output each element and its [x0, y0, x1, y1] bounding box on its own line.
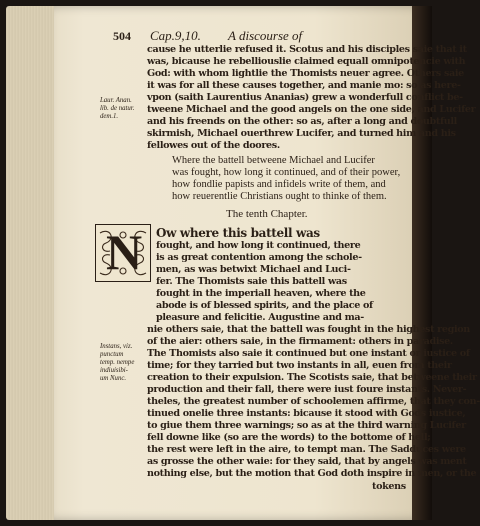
text-line: is as great contention among the schole-: [156, 252, 362, 263]
text-line: tinued onelie three instants: bicause it stood with Gods iustice,: [147, 408, 466, 419]
page-number: 504: [113, 29, 131, 43]
text-line: nothing else, but the motion that God doth inspire in men, or the: [147, 468, 477, 479]
text-line: fought in the imperiall heaven, where the: [156, 288, 366, 299]
text-line: to giue them three warnings; so as at the third warning Lucifer: [147, 420, 466, 431]
text-line: production and their fall, there were iust foure instants. Never-: [147, 384, 467, 395]
text-line: creation to their expulsion. The Scotists saie, that betweene their: [147, 372, 477, 383]
text-line: abode is of blessed spirits, and the place of: [156, 300, 373, 311]
text-line: Ow where this battell was: [156, 226, 320, 240]
margin-note-line: indiuisibi-: [100, 367, 128, 374]
text-line: time; for they tarried but two instants in all, euen from their: [147, 360, 452, 371]
margin-note-line: Laur. Anan.: [100, 97, 132, 104]
margin-note-line: dem.1.: [100, 113, 119, 120]
text-line: fellowes out of the doores.: [147, 140, 280, 151]
text-line: skirmish, Michael ouerthrew Lucifer, and turned him and his: [147, 128, 456, 139]
text-line: as grosse the other waie: for they said, that by angels was ment: [147, 456, 467, 467]
text-line: The Thomists also saie it continued but one instant or iustice of: [147, 348, 470, 359]
text-line: cause he utterlie refused it. Scotus and his disciples saie that it: [147, 44, 467, 55]
chapter-label: Cap.9,10.: [150, 28, 201, 43]
text-line: tweene Michael and the good angels on the one side, and Lucifer: [147, 104, 476, 115]
text-line: it was for all these causes together, and manie mo: so as here-: [147, 80, 461, 91]
summary-line: Where the battell betweene Michael and Lucifer: [172, 155, 375, 166]
text-line: of the aier: others saie, in the firmament: others in paradise.: [147, 336, 453, 347]
text-line: vpon (saith Laurentius Ananias) grew a wonderfull conflict be-: [147, 92, 463, 103]
margin-note-line: lib. de natur.: [100, 105, 135, 112]
page-edges: [6, 6, 56, 520]
text-line: fought, and how long it continued, there: [156, 240, 361, 251]
chapter-heading: The tenth Chapter.: [226, 208, 308, 220]
text-line: theles, the greatest number of schoolemen affirme, that they con-: [147, 396, 480, 407]
summary-line: was fought, how long it continued, and of their power,: [172, 167, 401, 178]
text-line: God: with whom lightlie the Thomists neuer agree. Others saie: [147, 68, 464, 79]
margin-note-line: temp. nempe: [100, 359, 135, 366]
text-line: men, as was betwixt Michael and Luci-: [156, 264, 351, 275]
margin-note-line: punctum: [100, 351, 124, 358]
margin-note: [100, 343, 134, 383]
running-title: A discourse of: [228, 28, 303, 43]
text-line: the rest were left in the aire, to tempt man. The Sadduces were: [147, 444, 466, 455]
text-line: nie others saie, that the battell was fought in the highest region: [147, 324, 470, 335]
catchword: tokens: [372, 481, 406, 492]
decorated-initial: [95, 224, 151, 282]
margin-note-line: Instans, viz.: [100, 343, 133, 350]
summary-line: how fondlie papists and infidels write of them, and: [172, 179, 386, 190]
margin-note-line: um Nunc.: [100, 375, 127, 382]
text-line: fell downe like (so are the words) to the bottome of hell;: [147, 432, 431, 443]
summary-line: how reuerentlie Christians ought to thinke of them.: [172, 191, 387, 202]
margin-note: [100, 97, 134, 121]
text-line: was, bicause he rebelliouslie claimed equall omnipotencie with: [147, 56, 466, 67]
text-line: pleasure and felicitie. Augustine and ma-: [156, 312, 364, 323]
text-line: fer. The Thomists saie this battell was: [156, 276, 347, 287]
text-line: and his freends on the other: so as, after a long and doubtfull: [147, 116, 457, 127]
drop-cap-letter: N: [106, 224, 143, 280]
